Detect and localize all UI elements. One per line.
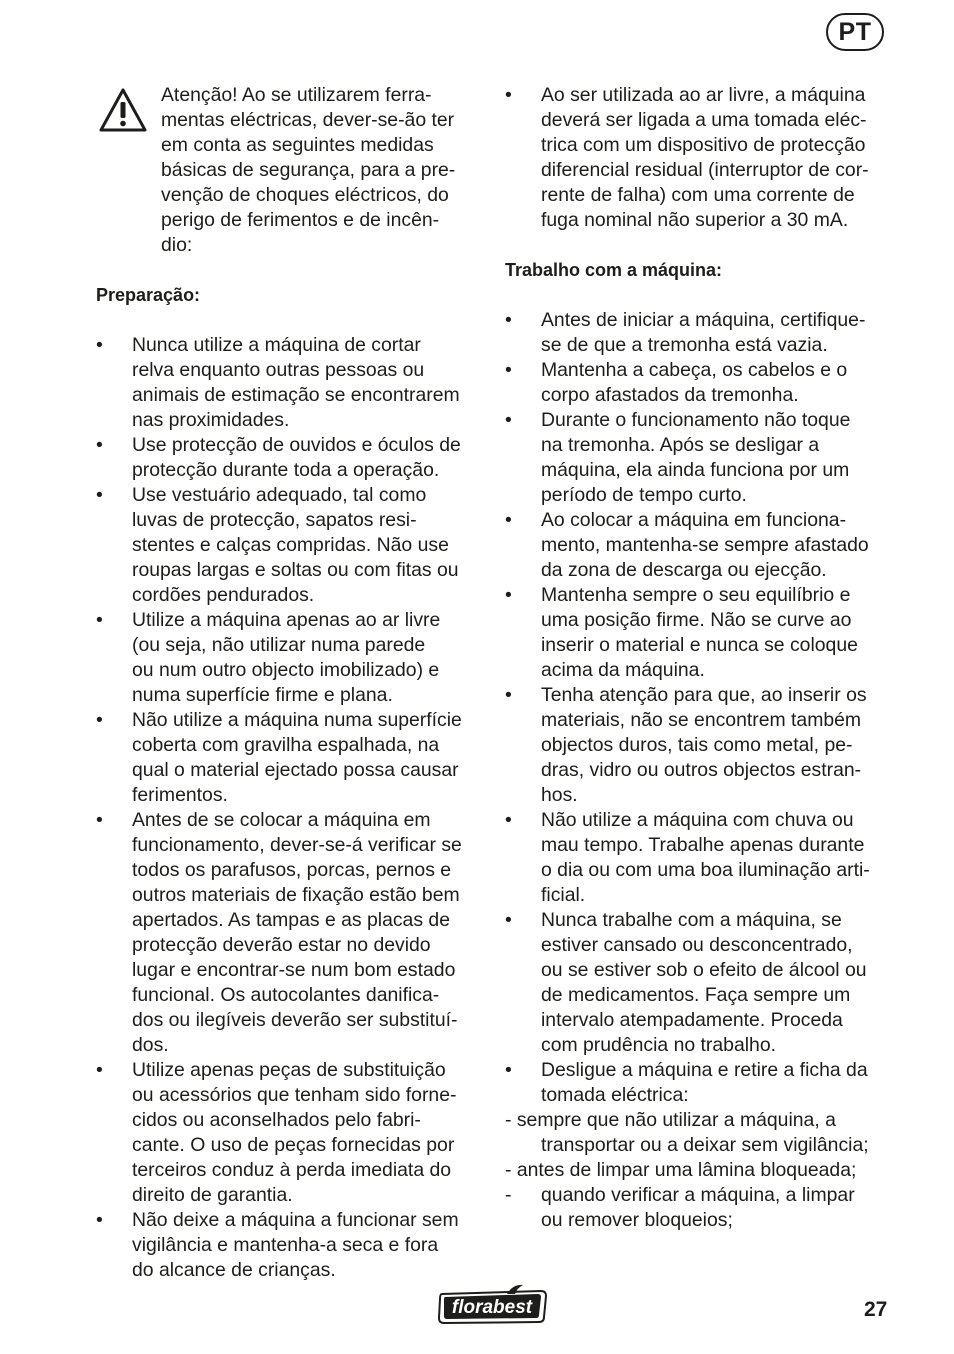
warning-text-line: básicas de segurança, para a pre- — [161, 159, 456, 181]
bullet-text-line: com prudência no trabalho. — [541, 1034, 776, 1056]
page-number: 27 — [864, 1298, 888, 1321]
bullet-item — [505, 508, 895, 583]
florabest-logo — [437, 1283, 549, 1325]
bullet-text-line: Nunca trabalhe com a máquina, se — [541, 909, 842, 931]
bullet-text-line: período de tempo curto. — [541, 484, 747, 506]
bullet-text-line: dos ou ilegíveis deverão ser substituí- — [132, 1009, 458, 1031]
bullet-text-line: Durante o funcionamento não toque — [541, 409, 851, 431]
bullet-item — [505, 808, 895, 908]
work-list — [505, 308, 895, 1108]
bullet-text-line: stentes e calças compridas. Não use — [132, 534, 449, 556]
bullet-text-line: Antes de iniciar a máquina, certifique- — [541, 309, 866, 331]
bullet-text-line: cante. O uso de peças fornecidas por — [132, 1134, 455, 1156]
bullet-text-line: luvas de protecção, sapatos resi- — [132, 509, 417, 531]
dash-text-line: quando verificar a máquina, a limpar — [541, 1184, 855, 1206]
bullet-text-line: tomada eléctrica: — [541, 1084, 689, 1106]
bullet-item — [96, 708, 486, 808]
warning-text-line: Atenção! Ao se utilizarem ferra- — [161, 84, 432, 106]
bullet-text-line: rente de falha) com uma corrente de — [541, 184, 855, 206]
bullet-text-line: fuga nominal não superior a 30 mA. — [541, 209, 849, 231]
bullet-text-line: objectos duros, tais como metal, pe- — [541, 734, 853, 756]
right-column — [505, 83, 895, 1233]
bullet-text-line: Ao colocar a máquina em funciona- — [541, 509, 847, 531]
bullet-text-line: ferimentos. — [132, 784, 228, 806]
bullet-text-line: o dia ou com uma boa iluminação arti- — [541, 859, 870, 881]
bullet-text-line: intervalo atempadamente. Proceda — [541, 1009, 843, 1031]
bullet-icon: • — [96, 484, 103, 506]
bullet-text-line: Antes de se colocar a máquina em — [132, 809, 431, 831]
bullet-text-line: protecção durante toda a operação. — [132, 459, 440, 481]
bullet-text-line: numa superfície firme e plana. — [132, 684, 393, 706]
bullet-text-line: lugar e encontrar-se num bom estado — [132, 959, 456, 981]
bullet-item — [96, 333, 486, 433]
dash-text-line: - antes de limpar uma lâmina bloqueada; — [505, 1159, 857, 1181]
bullet-icon: • — [505, 359, 512, 381]
bullet-text-line: Desligue a máquina e retire a ficha da — [541, 1059, 868, 1081]
bullet-icon: • — [505, 409, 512, 431]
bullet-icon: • — [505, 584, 512, 606]
bullet-text-line: da zona de descarga ou ejecção. — [541, 559, 827, 581]
dash-item-indented — [505, 1183, 895, 1233]
warning-text — [161, 83, 486, 258]
bullet-item — [505, 583, 895, 683]
bullet-text-line: inserir o material e nunca se coloque — [541, 634, 858, 656]
bullet-text-line: direito de garantia. — [132, 1184, 293, 1206]
bullet-icon: • — [96, 609, 103, 631]
logo-text: florabest — [451, 1297, 533, 1318]
bullet-item — [505, 308, 895, 358]
warning-text-line: dio: — [161, 234, 193, 256]
language-badge: PT — [826, 13, 884, 51]
warning-text-line: mentas eléctricas, dever-se-ão ter — [161, 109, 455, 131]
bullet-text-line: (ou seja, não utilizar numa parede — [132, 634, 426, 656]
bullet-text-line: apertados. As tampas e as placas de — [132, 909, 450, 931]
bullet-text-line: mau tempo. Trabalhe apenas durante — [541, 834, 865, 856]
bullet-text-line: corpo afastados da tremonha. — [541, 384, 799, 406]
bullet-item — [96, 483, 486, 608]
outdoor-list — [505, 83, 895, 233]
preparation-heading: Preparação: — [96, 285, 201, 305]
bullet-text-line: mento, mantenha-se sempre afastado — [541, 534, 869, 556]
bullet-text-line: Use protecção de ouvidos e óculos de — [132, 434, 461, 456]
preparation-list — [96, 333, 486, 1283]
bullet-text-line: roupas largas e soltas ou com fitas ou — [132, 559, 459, 581]
bullet-text-line: cidos ou aconselhados pelo fabri- — [132, 1109, 421, 1131]
bullet-text-line: animais de estimação se encontrarem — [132, 384, 460, 406]
bullet-text-line: Tenha atenção para que, ao inserir os — [541, 684, 867, 706]
bullet-text-line: nas proximidades. — [132, 409, 290, 431]
bullet-text-line: trica com um dispositivo de protecção — [541, 134, 866, 156]
dash-text-line: - sempre que não utilizar a máquina, a — [505, 1109, 836, 1131]
bullet-text-line: Não utilize a máquina numa superfície — [132, 709, 462, 731]
bullet-text-line: na tremonha. Após se desligar a — [541, 434, 820, 456]
bullet-text-line: outros materiais de fixação estão bem — [132, 884, 460, 906]
bullet-item — [505, 683, 895, 808]
bullet-text-line: Não deixe a máquina a funcionar sem — [132, 1209, 459, 1231]
bullet-icon: • — [96, 334, 103, 356]
bullet-text-line: Não utilize a máquina com chuva ou — [541, 809, 854, 831]
bullet-text-line: diferencial residual (interruptor de cor- — [541, 159, 869, 181]
bullet-icon: • — [505, 509, 512, 531]
bullet-text-line: cordões pendurados. — [132, 584, 315, 606]
dash-item — [505, 1108, 895, 1158]
bullet-icon: • — [96, 1059, 103, 1081]
warning-text-line: em conta as seguintes medidas — [161, 134, 434, 156]
bullet-icon: • — [505, 909, 512, 931]
bullet-text-line: qual o material ejectado possa causar — [132, 759, 459, 781]
dash-item — [505, 1158, 895, 1183]
bullet-text-line: deverá ser ligada a uma tomada eléc- — [541, 109, 867, 131]
bullet-text-line: funcionamento, dever-se-á verificar se — [132, 834, 462, 856]
bullet-text-line: Utilize apenas peças de substituição — [132, 1059, 446, 1081]
bullet-icon: • — [505, 84, 512, 106]
bullet-text-line: Ao ser utilizada ao ar livre, a máquina — [541, 84, 866, 106]
bullet-text-line: funcional. Os autocolantes danifica- — [132, 984, 440, 1006]
left-column — [96, 83, 486, 1283]
bullet-item — [505, 358, 895, 408]
bullet-icon: • — [96, 434, 103, 456]
dash-text-line: ou remover bloqueios; — [541, 1209, 733, 1231]
bullet-item — [96, 808, 486, 1058]
bullet-item — [505, 908, 895, 1058]
bullet-text-line: vigilância e mantenha-a seca e fora — [132, 1234, 439, 1256]
dash-list — [505, 1108, 895, 1183]
bullet-text-line: do alcance de crianças. — [132, 1259, 336, 1281]
bullet-text-line: Use vestuário adequado, tal como — [132, 484, 427, 506]
warning-text-line: perigo de ferimentos e de incên- — [161, 209, 440, 231]
bullet-icon: • — [505, 809, 512, 831]
warning-block — [96, 83, 486, 258]
bullet-text-line: Mantenha sempre o seu equilíbrio e — [541, 584, 851, 606]
warning-text-line: venção de choques eléctricos, do — [161, 184, 449, 206]
bullet-icon: • — [96, 709, 103, 731]
bullet-text-line: estiver cansado ou desconcentrado, — [541, 934, 853, 956]
bullet-icon: • — [505, 309, 512, 331]
bullet-text-line: se de que a tremonha está vazia. — [541, 334, 828, 356]
bullet-text-line: materiais, não se encontrem também — [541, 709, 862, 731]
bullet-icon: • — [505, 1059, 512, 1081]
warning-triangle-icon — [98, 87, 148, 133]
bullet-text-line: Utilize a máquina apenas ao ar livre — [132, 609, 441, 631]
dash-mark: - — [505, 1184, 512, 1206]
bullet-item — [96, 608, 486, 708]
bullet-text-line: todos os parafusos, porcas, pernos e — [132, 859, 452, 881]
bullet-text-line: Mantenha a cabeça, os cabelos e o — [541, 359, 848, 381]
bullet-text-line: protecção deverão estar no devido — [132, 934, 431, 956]
bullet-text-line: dras, vidro ou outros objectos estran- — [541, 759, 862, 781]
bullet-item — [505, 83, 895, 233]
bullet-item — [505, 408, 895, 508]
bullet-item — [96, 433, 486, 483]
bullet-text-line: de medicamentos. Faça sempre um — [541, 984, 851, 1006]
bullet-text-line: ou se estiver sob o efeito de álcool ou — [541, 959, 867, 981]
bullet-item — [96, 1058, 486, 1208]
bullet-text-line: ou acessórios que tenham sido forne- — [132, 1084, 457, 1106]
bullet-text-line: máquina, ela ainda funciona por um — [541, 459, 850, 481]
bullet-text-line: dos. — [132, 1034, 169, 1056]
bullet-text-line: relva enquanto outras pessoas ou — [132, 359, 425, 381]
bullet-icon: • — [505, 684, 512, 706]
bullet-text-line: Nunca utilize a máquina de cortar — [132, 334, 421, 356]
dash-text-line: transportar ou a deixar sem vigilância; — [541, 1134, 869, 1156]
bullet-text-line: coberta com gravilha espalhada, na — [132, 734, 440, 756]
bullet-text-line: hos. — [541, 784, 578, 806]
bullet-item — [505, 1058, 895, 1108]
bullet-text-line: ou num outro objecto imobilizado) e — [132, 659, 440, 681]
bullet-item — [96, 1208, 486, 1283]
bullet-text-line: uma posição firme. Não se curve ao — [541, 609, 852, 631]
bullet-text-line: acima da máquina. — [541, 659, 705, 681]
bullet-text-line: terceiros conduz à perda imediata do — [132, 1159, 452, 1181]
work-heading: Trabalho com a máquina: — [505, 260, 723, 280]
bullet-text-line: ficial. — [541, 884, 586, 906]
bullet-icon: • — [96, 1209, 103, 1231]
bullet-icon: • — [96, 809, 103, 831]
